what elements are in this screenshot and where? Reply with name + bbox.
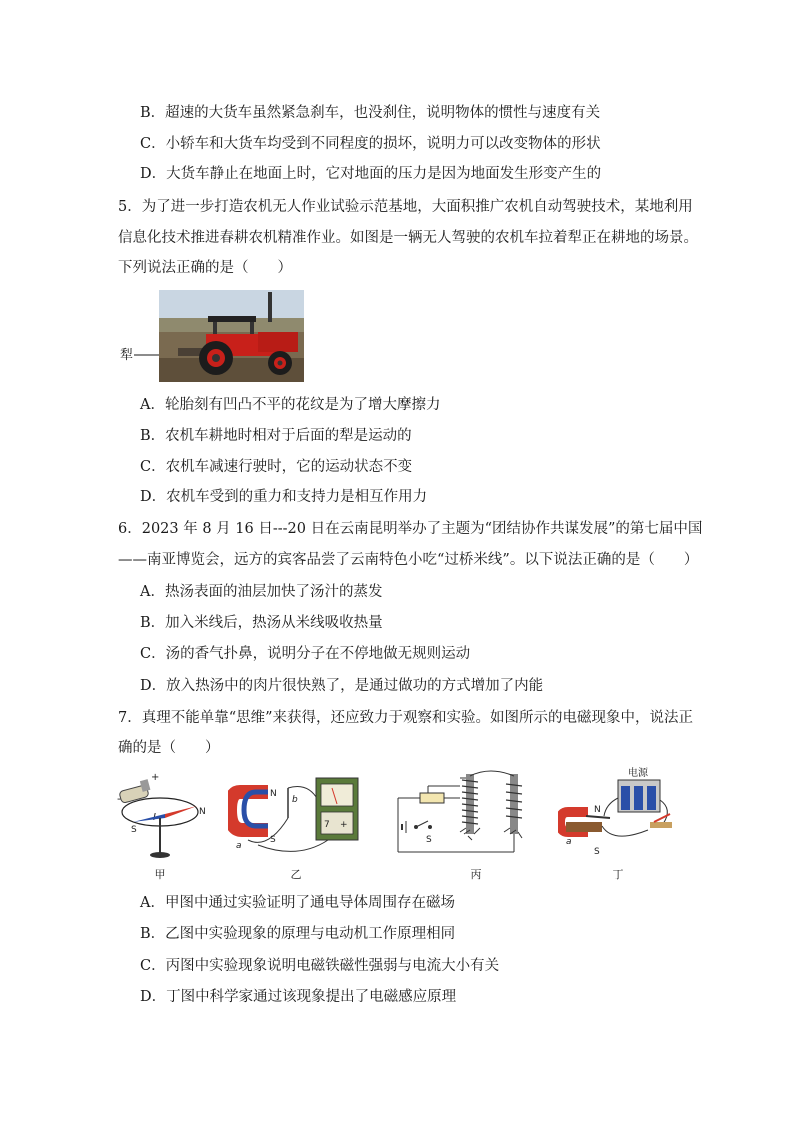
q6-stem-line-1: 6．2023 年 8 月 16 日---20 日在云南昆明举办了主题为“团结协作共谋发展”的第七届中国 — [118, 521, 703, 537]
q5-stem-line-3: 下列说法正确的是（ ） — [118, 260, 292, 276]
caption-ding: 丁 — [612, 868, 624, 881]
prev-option-d: D．大货车静止在地面上时，它对地面的压力是因为地面发生形变产生的 — [140, 166, 602, 182]
q6-option-a: A．热汤表面的油层加快了汤汁的蒸发 — [140, 584, 383, 600]
svg-text:S: S — [131, 825, 137, 835]
svg-text:N: N — [199, 807, 206, 817]
q7-stem-line-2: 确的是（ ） — [118, 740, 220, 756]
svg-text:+: + — [340, 820, 348, 830]
plow-label: 犁 — [120, 348, 134, 363]
svg-text:S: S — [594, 847, 600, 857]
svg-text:N: N — [594, 805, 601, 815]
caption-jia: 甲 — [154, 868, 166, 881]
q5-stem-line-1: 5．为了进一步打造农机无人作业试验示范基地，大面积推广农机自动驾驶技术，某地利用 — [118, 199, 693, 215]
q6-option-b: B．加入米线后，热汤从米线吸收热量 — [140, 615, 383, 631]
q7-option-c: C．丙图中实验现象说明电磁铁磁性强弱与电流大小有关 — [140, 958, 500, 974]
q7-option-a: A．甲图中通过实验证明了通电导体周围存在磁场 — [140, 895, 455, 911]
svg-text:-: - — [117, 792, 121, 805]
tractor-photo — [159, 290, 304, 382]
caption-bing: 丙 — [470, 868, 482, 881]
svg-text:S: S — [270, 835, 276, 845]
q5-option-d: D．农机车受到的重力和支持力是相互作用力 — [140, 489, 428, 505]
caption-yi: 乙 — [290, 868, 302, 881]
svg-text:电源: 电源 — [628, 768, 648, 779]
q7-option-d: D．丁图中科学家通过该现象提出了电磁感应原理 — [140, 989, 457, 1005]
q7-option-b: B．乙图中实验现象的原理与电动机工作原理相同 — [140, 926, 456, 942]
q6-option-c: C．汤的香气扑鼻，说明分子在不停地做无规则运动 — [140, 646, 471, 662]
q5-tractor-figure — [118, 288, 308, 384]
prev-option-b: B．超速的大货车虽然紧急刹车，也没刹住，说明物体的惯性与速度有关 — [140, 105, 601, 121]
q5-option-c: C．农机车减速行驶时，它的运动状态不变 — [140, 459, 413, 475]
figure-jia — [115, 770, 210, 862]
prev-option-c: C．小轿车和大货车均受到不同程度的损坏，说明力可以改变物体的形状 — [140, 136, 601, 152]
q6-stem-line-2: ——南亚博览会，远方的宾客品尝了云南特色小吃“过桥米线”。以下说法正确的是（ ） — [118, 552, 699, 568]
svg-text:a: a — [566, 837, 572, 847]
q5-option-a: A．轮胎刻有凹凸不平的花纹是为了增大摩擦力 — [140, 397, 441, 413]
q6-option-d: D．放入热汤中的肉片很快熟了，是通过做功的方式增加了内能 — [140, 678, 544, 694]
svg-text:S: S — [426, 835, 432, 845]
figure-bing — [390, 768, 535, 862]
q7-stem-line-1: 7．真理不能单靠“思维”来获得，还应致力于观察和实验。如图所示的电磁现象中，说法正 — [118, 710, 694, 726]
svg-text:7: 7 — [324, 820, 330, 830]
q5-option-b: B．农机车耕地时相对于后面的犁是运动的 — [140, 428, 412, 444]
q5-stem-line-2: 信息化技术推进春耕农机精准作业。如图是一辆无人驾驶的农机车拉着犁正在耕地的场景。 — [118, 230, 698, 246]
figure-ding — [558, 764, 683, 862]
svg-text:+: + — [151, 772, 160, 783]
svg-text:N: N — [270, 789, 277, 799]
figure-yi — [228, 770, 363, 862]
svg-text:b: b — [292, 795, 298, 805]
svg-text:a: a — [236, 841, 242, 851]
